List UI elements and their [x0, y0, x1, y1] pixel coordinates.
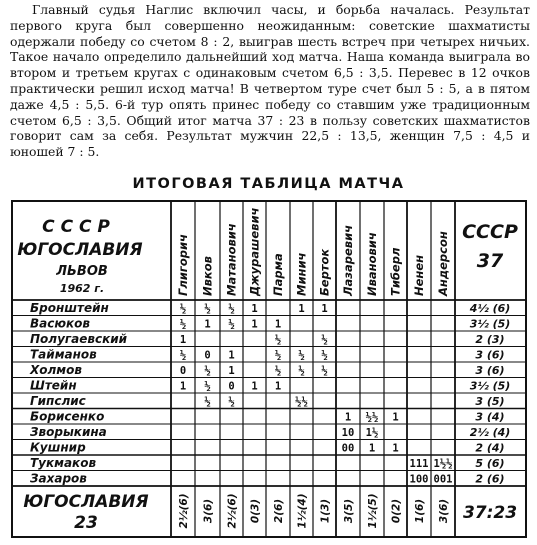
player-total: 3½ (5)	[469, 379, 511, 393]
header-team-yugoslavia: ЮГОСЛАВИЯ	[17, 240, 143, 260]
player-total: 4½ (6)	[469, 301, 511, 315]
column-header: Глигорич	[176, 234, 190, 296]
column-header: Берток	[317, 248, 332, 296]
score-cell: 001	[433, 473, 453, 486]
score-cell: 10	[341, 426, 355, 439]
header-right-team: СССР	[462, 221, 518, 243]
column-header: Тиберл	[388, 247, 403, 296]
score-cell: 1	[179, 333, 187, 346]
footer-cells	[178, 493, 450, 528]
score-cell: 0	[228, 380, 235, 393]
score-cell: ½	[298, 364, 305, 377]
score-cell: ½	[179, 349, 187, 362]
header-right-score: 37	[476, 250, 504, 272]
player-name: Зворыкина	[30, 424, 107, 439]
column-header: Матанович	[224, 223, 239, 296]
score-cell: ½	[228, 302, 235, 315]
score-cell: 1	[298, 302, 305, 315]
intro-paragraph: Главный судья Наглис включил часы, и борьба началась. Результат первого круга был совершенно неожиданным: советские шахматисты одержали победу со счетом 8 : 2, выиграв шесть встреч при четырех ничьих. Такое начало определило дальнейший ход матча. Наша команда выиграла во втором и третьем кругах с одинаковым счетом 6,5 : 3,5. Перевес в 12 очков практически решил исход матча! В четвертом туре счет был 5 : 5, а в пятом даже 4,5 : 5,5. 6-й тур опять принес победу со ставшим уже традиционным счетом 6,5 : 3,5. Общий итог матча 37 : 23 в пользу советских шахматистов говорит сам за себя. Результат мужчин 22,5 : 13,5, женщин 7,5 : 4,5 и юношей 7 : 5.	[10, 2, 530, 160]
player-name: Полугаевский	[30, 331, 128, 346]
footer-cell: 3(6)	[202, 498, 215, 524]
footer-cell: 0(3)	[249, 498, 262, 524]
footer-cell: 0(2)	[390, 498, 403, 524]
player-name: Штейн	[30, 378, 77, 393]
footer-cell: 2½(6)	[226, 493, 239, 529]
score-cell: ½	[204, 364, 211, 377]
footer-match-total: 37:23	[462, 503, 518, 523]
player-name: Борисенко	[30, 409, 105, 424]
column-header: Ивков	[200, 256, 215, 296]
footer-cell: 1(3)	[319, 498, 332, 524]
footer-cell: 1(6)	[414, 498, 426, 524]
player-total: 2 (4)	[475, 441, 505, 455]
score-cell: 1	[179, 380, 187, 393]
footer-cell: 1½(5)	[367, 493, 379, 529]
table-title: ИТОГОВАЯ ТАБЛИЦА МАТЧА	[132, 176, 405, 192]
score-cell: 0	[204, 349, 211, 362]
player-total: 2½ (4)	[469, 425, 511, 439]
score-cell: ½½	[365, 411, 379, 424]
column-header: Минич	[294, 252, 309, 296]
player-total: 2 (3)	[475, 332, 505, 346]
player-name: Тайманов	[30, 347, 97, 362]
column-header: Ненен	[412, 254, 426, 296]
player-total: 3 (5)	[475, 394, 505, 408]
score-cell: 1	[368, 442, 376, 455]
score-cell: ½	[204, 302, 211, 315]
footer-team: ЮГОСЛАВИЯ	[23, 492, 149, 512]
player-name: Гипслис	[30, 393, 86, 408]
footer-cell: 2(6)	[273, 498, 285, 524]
score-cell: ½	[228, 395, 235, 408]
player-total: 3 (6)	[475, 348, 505, 362]
score-cell: ½	[204, 380, 211, 393]
column-header: Иванович	[365, 232, 379, 296]
footer-score: 23	[74, 513, 98, 533]
score-cell: ½	[321, 364, 328, 377]
score-cell: 111	[409, 457, 429, 470]
player-name: Васюков	[30, 316, 91, 331]
score-cell: 1	[344, 411, 352, 424]
score-cell: 1	[251, 302, 258, 315]
score-cell: ½	[298, 349, 305, 362]
footer-cell: 3(5)	[343, 498, 355, 524]
score-cell: 1	[204, 318, 211, 331]
player-total: 3 (4)	[475, 410, 505, 424]
score-cell: ½	[274, 364, 282, 377]
score-cell: 1	[274, 380, 282, 393]
player-total: 3 (6)	[475, 363, 505, 377]
score-cell: 00	[341, 442, 355, 455]
header-team-ussr: С С С Р	[42, 217, 110, 237]
footer-cell: 2½(6)	[178, 493, 190, 529]
score-cell: ½	[204, 395, 211, 408]
score-cell: 0	[179, 364, 187, 377]
score-cell: ½	[228, 318, 235, 331]
score-cell: ½	[321, 349, 328, 362]
score-cell: ½	[179, 318, 187, 331]
score-cell: 1	[251, 380, 258, 393]
score-cell: 1½½	[433, 457, 453, 470]
column-header: Андерсон	[436, 231, 450, 296]
footer-cell: 3(6)	[438, 498, 450, 524]
score-cell: 1	[228, 349, 235, 362]
score-cell: 100	[409, 473, 429, 486]
score-cell: 1	[251, 318, 258, 331]
player-total: 2 (6)	[475, 472, 505, 486]
score-cell: 1	[228, 364, 235, 377]
player-name: Тукмаков	[30, 455, 97, 470]
header-city: ЛЬВОВ	[56, 264, 108, 279]
column-header: Парма	[271, 253, 285, 296]
player-name: Кушнир	[30, 440, 86, 455]
player-name: Бронштейн	[30, 300, 109, 315]
score-cell: 1½	[365, 426, 379, 439]
score-cell: ½	[274, 349, 282, 362]
footer-cell: 1½(4)	[296, 493, 309, 529]
score-cell: ½	[321, 333, 328, 346]
player-total: 5 (6)	[475, 456, 505, 470]
player-total: 3½ (5)	[469, 317, 511, 331]
score-cell: 1	[392, 442, 399, 455]
score-cell: 1	[321, 302, 328, 315]
score-cell: 1	[392, 411, 399, 424]
score-cell: ½½	[295, 395, 308, 408]
player-name: Холмов	[30, 362, 82, 377]
score-cell: 1	[274, 318, 282, 331]
header-year: 1962 г.	[59, 282, 105, 295]
column-header: Джурашевич	[247, 207, 262, 296]
score-cells	[180, 303, 453, 486]
column-header: Лазаревич	[341, 224, 355, 296]
player-name: Захаров	[30, 471, 87, 486]
score-cell: ½	[179, 302, 187, 315]
score-cell: ½	[274, 333, 282, 346]
